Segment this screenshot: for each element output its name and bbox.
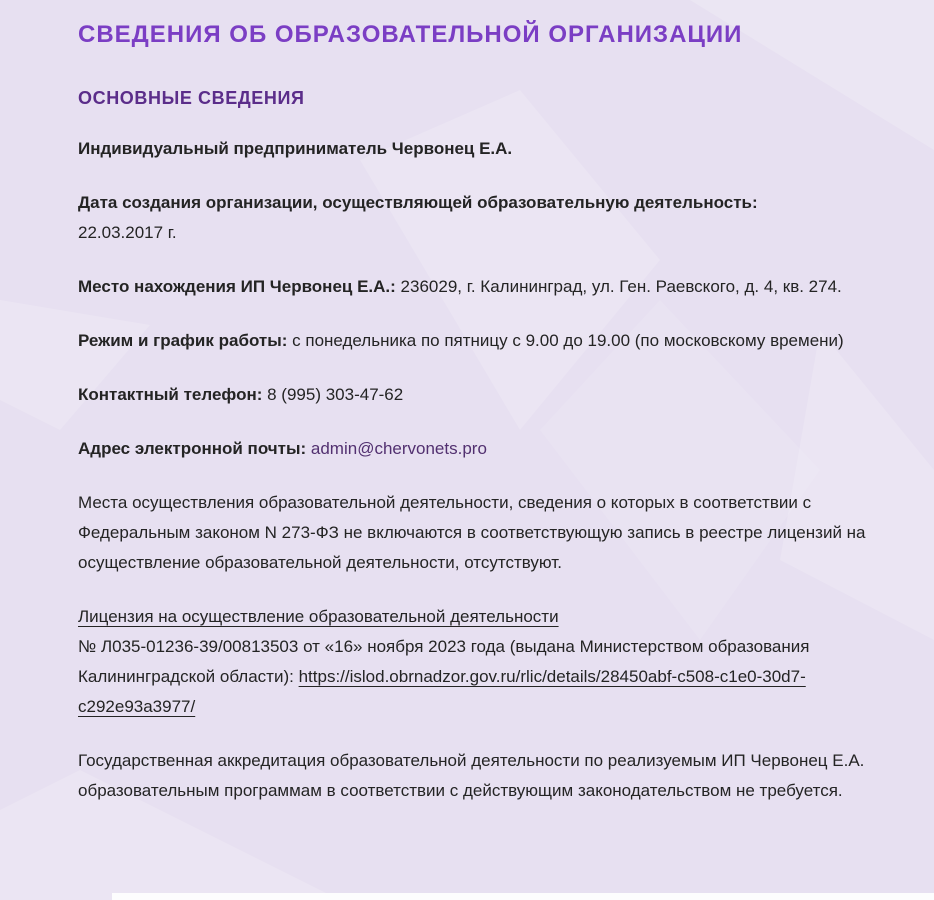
license-details: № Л035-01236-39/00813503 от «16» ноября 2023 года (выдана Министерством образования Калининградской области): [78, 637, 810, 686]
creation-date-label: Дата создания организации, осуществляющей образовательную деятельность: [78, 193, 758, 212]
accreditation-paragraph: Государственная аккредитация образовательной деятельности по реализуемым ИП Червонец Е.А. образовательным программам в соответствии с действующим законодательством не требуется. [78, 751, 865, 800]
license-url-link[interactable]: https://islod.obrnadzor.gov.ru/rlic/details/28450abf-c508-c1e0-30d7-c292e93a3977/ [78, 667, 806, 716]
creation-date-block [78, 188, 900, 248]
creation-date-value: 22.03.2017 г. [78, 223, 177, 242]
next-section-edge [112, 893, 934, 900]
org-name: Индивидуальный предприниматель Червонец Е.А. [78, 139, 513, 158]
places-paragraph: Места осуществления образовательной деятельности, сведения о которых в соответствии с Федеральным законом N 273-ФЗ не включаются в соответствующую запись в реестре лицензий на осуществление образовательной деятельности, отсутствуют. [78, 493, 866, 572]
section-title: ОСНОВНЫЕ СВЕДЕНИЯ [78, 88, 305, 108]
schedule-label: Режим и график работы: [78, 331, 288, 350]
location-value: 236029, г. Калининград, ул. Ген. Раевского, д. 4, кв. 274. [400, 277, 842, 296]
license-link[interactable]: Лицензия на осуществление образовательной деятельности [78, 607, 559, 626]
schedule-block [78, 326, 900, 356]
location-label: Место нахождения ИП Червонец Е.А.: [78, 277, 396, 296]
license-block [78, 602, 900, 722]
page-title: СВЕДЕНИЯ ОБ ОБРАЗОВАТЕЛЬНОЙ ОРГАНИЗАЦИИ [78, 21, 743, 48]
phone-label: Контактный телефон: [78, 385, 263, 404]
phone-value: 8 (995) 303-47-62 [267, 385, 404, 404]
email-label: Адрес электронной почты: [78, 439, 307, 458]
schedule-value: с понедельника по пятницу с 9.00 до 19.00 (по московскому времени) [292, 331, 844, 350]
location-block [78, 272, 900, 302]
phone-block [78, 380, 900, 410]
email-link[interactable]: admin@chervonets.pro [310, 439, 487, 458]
email-block [78, 434, 900, 464]
